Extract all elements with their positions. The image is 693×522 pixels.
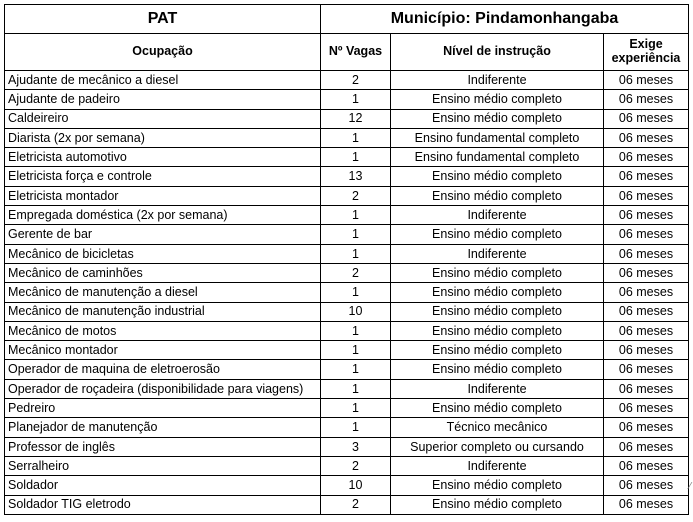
occupation-cell: Mecânico montador [5, 341, 321, 360]
occupation-cell: Mecânico de manutenção a diesel [5, 283, 321, 302]
vacancies-cell: 1 [321, 321, 391, 340]
education-cell: Indiferente [391, 206, 604, 225]
table-row [5, 167, 689, 186]
occupation-cell: Serralheiro [5, 456, 321, 475]
table-row [5, 186, 689, 205]
table-row [5, 71, 689, 90]
vacancies-cell: 1 [321, 128, 391, 147]
vacancies-cell: 1 [321, 360, 391, 379]
education-cell: Indiferente [391, 71, 604, 90]
education-cell: Ensino médio completo [391, 225, 604, 244]
table-row [5, 379, 689, 398]
experience-cell: 06 meses [604, 90, 689, 109]
table-row [5, 302, 689, 321]
education-cell: Ensino fundamental completo [391, 148, 604, 167]
table-row [5, 399, 689, 418]
vacancies-cell: 1 [321, 90, 391, 109]
occupation-cell: Professor de inglês [5, 437, 321, 456]
experience-cell: 06 meses [604, 206, 689, 225]
education-cell: Ensino médio completo [391, 302, 604, 321]
table-row [5, 263, 689, 282]
occupation-cell: Gerente de bar [5, 225, 321, 244]
education-cell: Indiferente [391, 456, 604, 475]
col-header-education: Nível de instrução [391, 34, 604, 71]
table-row [5, 109, 689, 128]
col-header-experience: Exige experiência [604, 34, 689, 71]
vacancies-cell: 1 [321, 148, 391, 167]
education-cell: Ensino médio completo [391, 283, 604, 302]
experience-cell: 06 meses [604, 148, 689, 167]
table-row [5, 206, 689, 225]
occupation-cell: Mecânico de motos [5, 321, 321, 340]
cell-corner-mark-icon: ⁄ [689, 481, 691, 492]
col-header-occupation: Ocupação [5, 34, 321, 71]
vacancies-cell: 1 [321, 244, 391, 263]
experience-cell: 06 meses [604, 263, 689, 282]
vacancies-cell: 1 [321, 341, 391, 360]
experience-cell: 06 meses [604, 495, 689, 514]
occupation-cell: Empregada doméstica (2x por semana) [5, 206, 321, 225]
education-cell: Ensino médio completo [391, 495, 604, 514]
table-row [5, 244, 689, 263]
education-cell: Ensino fundamental completo [391, 128, 604, 147]
education-cell: Superior completo ou cursando [391, 437, 604, 456]
education-cell: Ensino médio completo [391, 321, 604, 340]
column-header-row [5, 34, 689, 71]
occupation-cell: Diarista (2x por semana) [5, 128, 321, 147]
table-row [5, 321, 689, 340]
table-row [5, 90, 689, 109]
education-cell: Ensino médio completo [391, 109, 604, 128]
vacancies-cell: 12 [321, 109, 391, 128]
experience-cell: 06 meses [604, 283, 689, 302]
title-row [5, 5, 689, 34]
vacancies-cell: 2 [321, 495, 391, 514]
vacancies-cell: 1 [321, 206, 391, 225]
experience-cell: 06 meses [604, 360, 689, 379]
occupation-cell: Eletricista força e controle [5, 167, 321, 186]
experience-cell: 06 meses [604, 437, 689, 456]
vacancies-cell: 13 [321, 167, 391, 186]
occupation-cell: Eletricista automotivo [5, 148, 321, 167]
education-cell: Ensino médio completo [391, 263, 604, 282]
education-cell: Ensino médio completo [391, 167, 604, 186]
education-cell: Ensino médio completo [391, 360, 604, 379]
education-cell: Indiferente [391, 244, 604, 263]
occupation-cell: Ajudante de mecânico a diesel [5, 71, 321, 90]
experience-cell: 06 meses [604, 71, 689, 90]
table-row [5, 437, 689, 456]
occupation-cell: Soldador [5, 476, 321, 495]
occupation-cell: Operador de roçadeira (disponibilidade para viagens) [5, 379, 321, 398]
experience-cell: 06 meses [604, 379, 689, 398]
occupation-cell: Eletricista montador [5, 186, 321, 205]
vacancies-cell: 1 [321, 399, 391, 418]
vacancies-cell: 10 [321, 476, 391, 495]
vacancies-cell: 10 [321, 302, 391, 321]
education-cell: Ensino médio completo [391, 399, 604, 418]
education-cell: Ensino médio completo [391, 476, 604, 495]
occupation-cell: Operador de maquina de eletroerosão [5, 360, 321, 379]
municipality-title: Município: Pindamonhangaba [321, 5, 689, 34]
experience-cell: 06 meses [604, 244, 689, 263]
occupation-cell: Caldeireiro [5, 109, 321, 128]
experience-cell: 06 meses [604, 186, 689, 205]
experience-cell: 06 meses [604, 321, 689, 340]
education-cell: Ensino médio completo [391, 341, 604, 360]
experience-cell: 06 meses [604, 167, 689, 186]
vacancies-table [4, 4, 689, 515]
experience-cell: 06 meses [604, 128, 689, 147]
occupation-cell: Pedreiro [5, 399, 321, 418]
experience-cell: 06 meses [604, 341, 689, 360]
occupation-cell: Mecânico de manutenção industrial [5, 302, 321, 321]
experience-cell: 06 meses [604, 456, 689, 475]
table-row [5, 341, 689, 360]
experience-cell: 06 meses [604, 418, 689, 437]
occupation-cell: Mecânico de caminhões [5, 263, 321, 282]
vacancies-cell: 1 [321, 418, 391, 437]
vacancies-cell: 2 [321, 263, 391, 282]
experience-cell: 06 meses [604, 399, 689, 418]
table-row [5, 225, 689, 244]
experience-cell: 06 meses [604, 302, 689, 321]
occupation-cell: Planejador de manutenção [5, 418, 321, 437]
vacancies-cell: 1 [321, 283, 391, 302]
vacancies-cell: 2 [321, 456, 391, 475]
vacancies-cell: 2 [321, 186, 391, 205]
table-row [5, 418, 689, 437]
occupation-cell: Ajudante de padeiro [5, 90, 321, 109]
table-row [5, 128, 689, 147]
education-cell: Ensino médio completo [391, 186, 604, 205]
col-header-vacancies: Nº Vagas [321, 34, 391, 71]
vacancies-cell: 3 [321, 437, 391, 456]
table-row [5, 283, 689, 302]
experience-cell: 06 meses [604, 109, 689, 128]
occupation-cell: Mecânico de bicicletas [5, 244, 321, 263]
table-row [5, 456, 689, 475]
education-cell: Indiferente [391, 379, 604, 398]
table-row [5, 476, 689, 495]
vacancies-cell: 1 [321, 379, 391, 398]
vacancies-cell: 1 [321, 225, 391, 244]
vacancies-cell: 2 [321, 71, 391, 90]
table-row [5, 495, 689, 514]
org-title: PAT [5, 5, 321, 34]
experience-cell: 06 meses [604, 476, 689, 495]
table-row [5, 360, 689, 379]
occupation-cell: Soldador TIG eletrodo [5, 495, 321, 514]
table-body [5, 71, 689, 515]
education-cell: Técnico mecânico [391, 418, 604, 437]
education-cell: Ensino médio completo [391, 90, 604, 109]
table-row [5, 148, 689, 167]
experience-cell: 06 meses [604, 225, 689, 244]
